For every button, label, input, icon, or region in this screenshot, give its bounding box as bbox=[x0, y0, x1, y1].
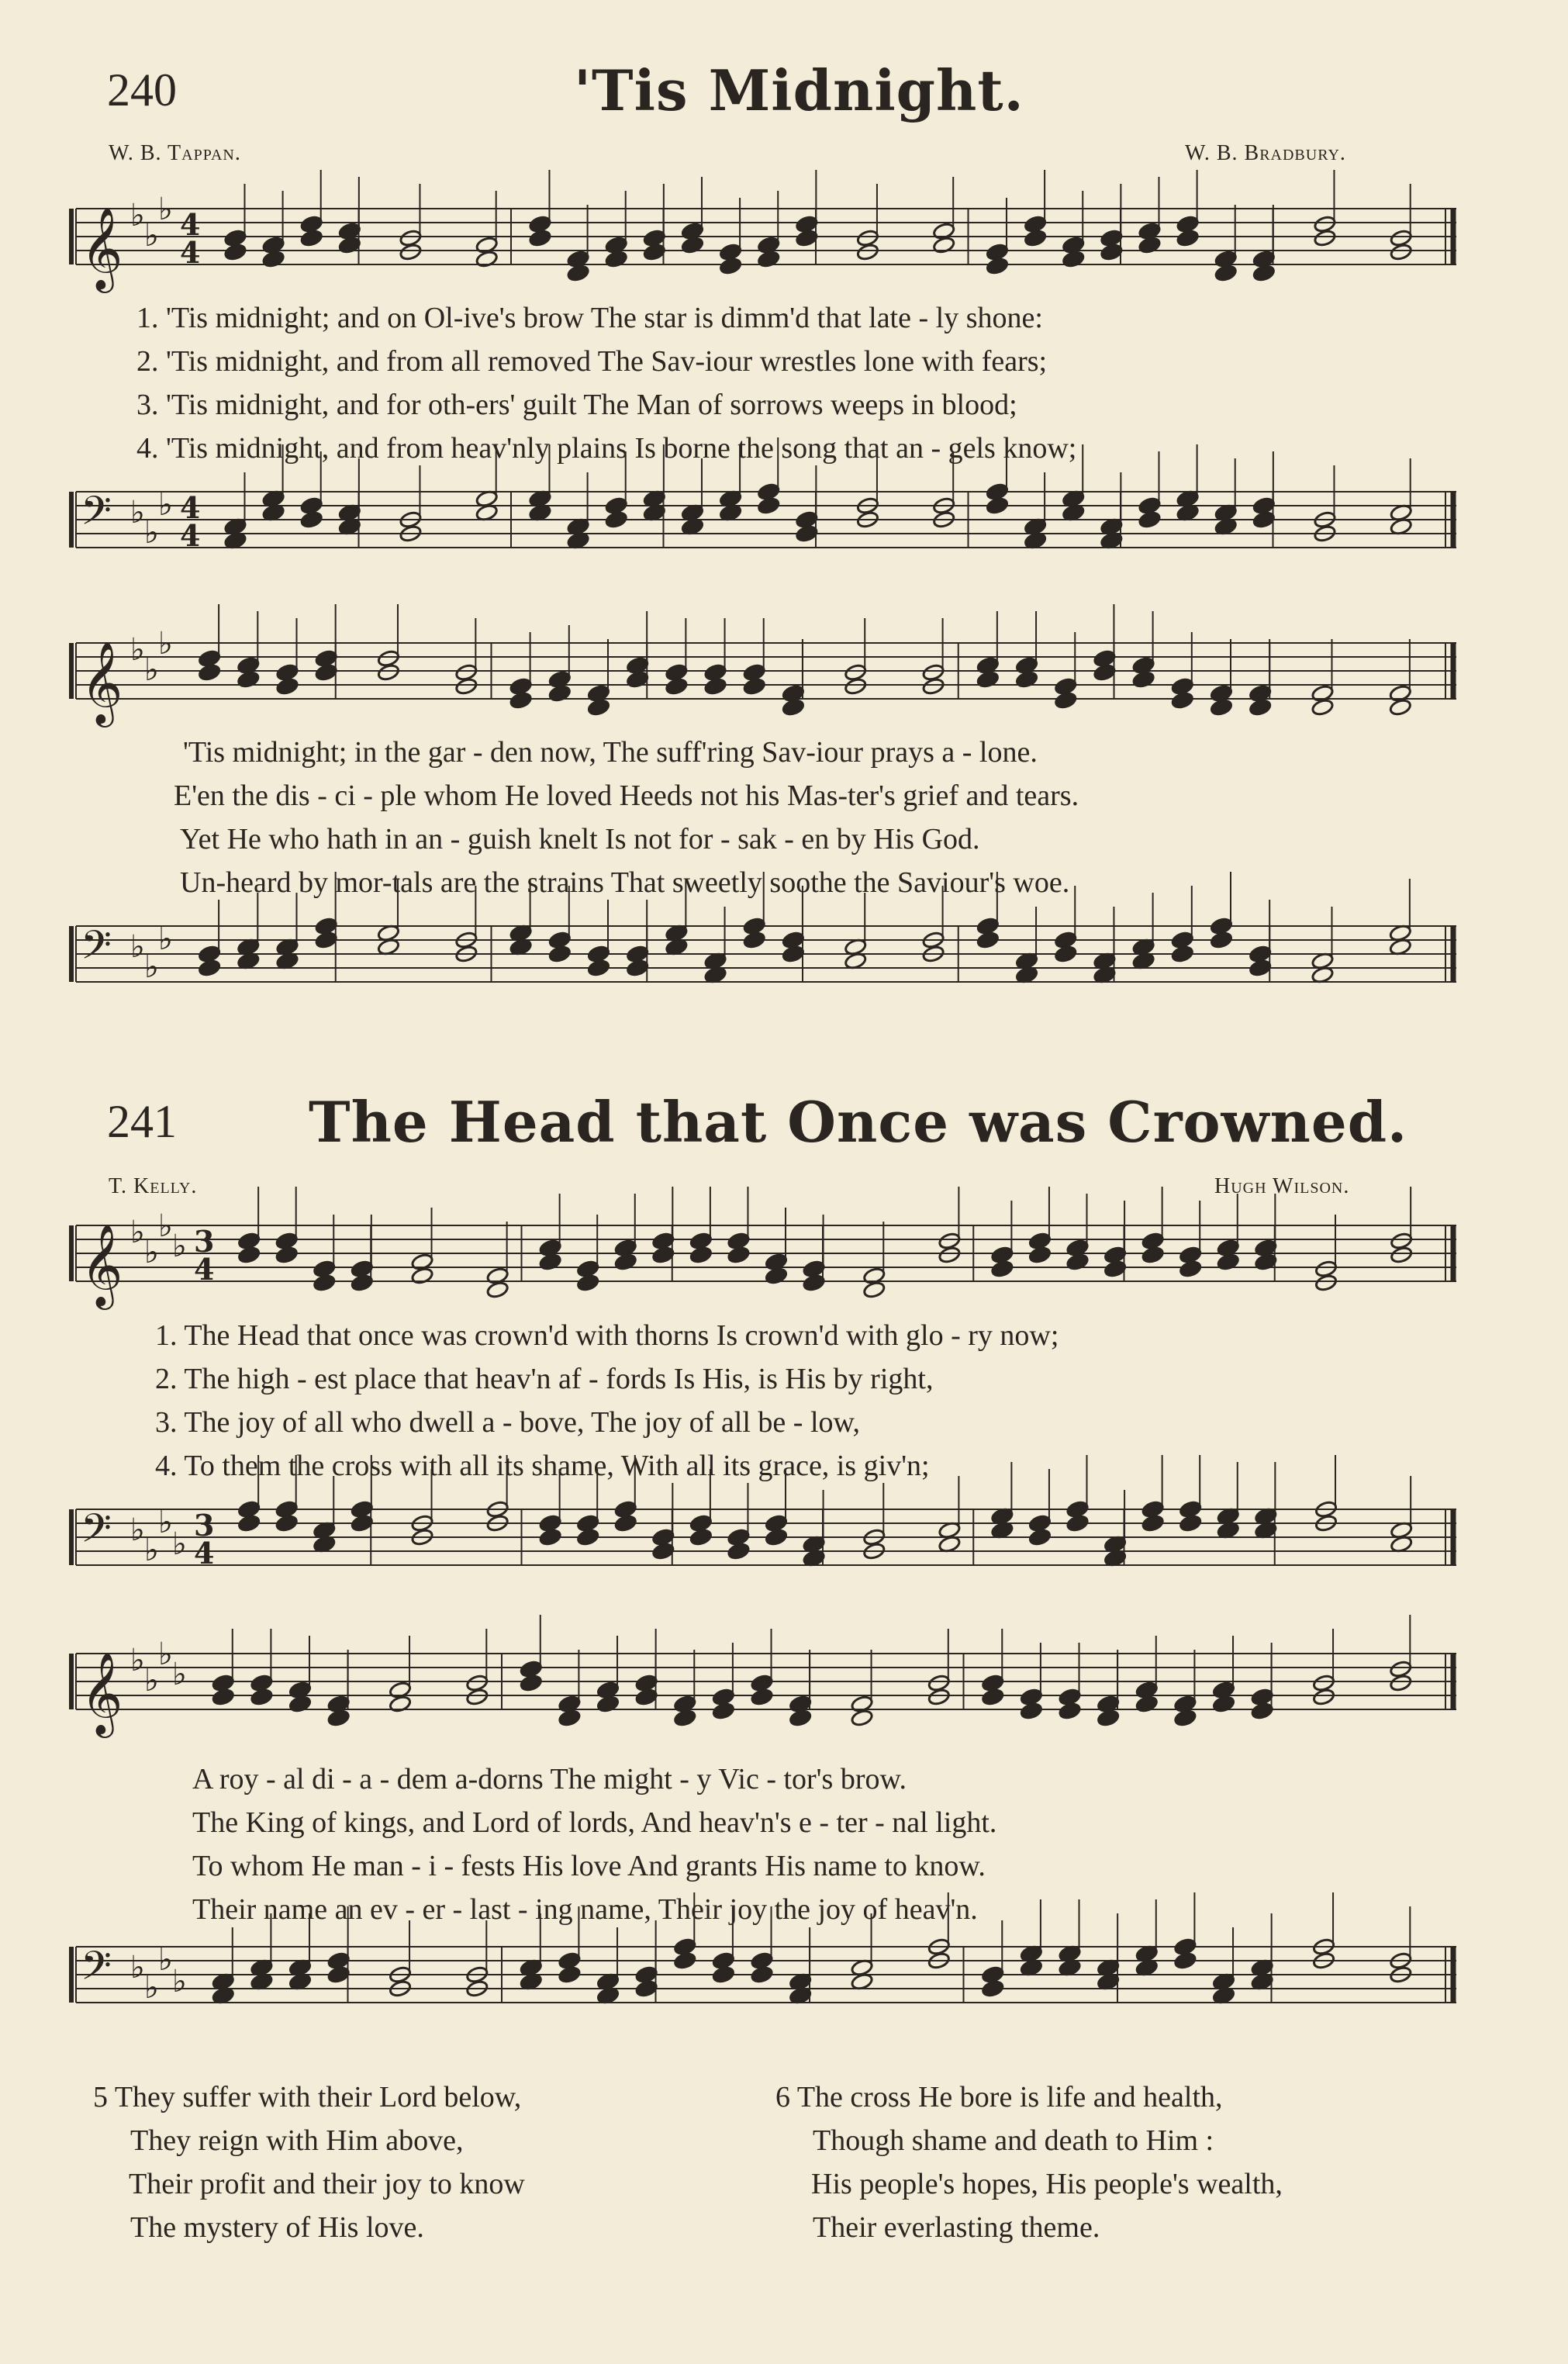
note-head bbox=[1389, 1660, 1412, 1678]
lyric-line: To whom He man - i - fests His love And grants His name to know. bbox=[192, 1850, 986, 1882]
note-head bbox=[275, 1500, 299, 1519]
note-head bbox=[743, 917, 766, 935]
lyric-line: 1. The Head that once was crown'd with thorns Is crown'd with glo - ry now; bbox=[155, 1319, 1059, 1352]
note-head bbox=[795, 510, 818, 529]
stanza-line: Their everlasting theme. bbox=[813, 2211, 1100, 2244]
note-head bbox=[454, 663, 478, 682]
note-head bbox=[198, 945, 221, 963]
lyric-line: Yet He who hath in an - guish knelt Is not for - sak - en by His God. bbox=[180, 823, 980, 855]
hymn-composer: W. B. Bradbury. bbox=[1185, 141, 1346, 165]
note-head bbox=[539, 1514, 562, 1533]
treble-clef-icon: 𝄞 bbox=[81, 1223, 123, 1306]
note-head bbox=[795, 215, 818, 233]
flat-icon: ♭ bbox=[130, 632, 145, 668]
note-head bbox=[689, 1232, 713, 1250]
note-head bbox=[212, 1674, 235, 1692]
note-head bbox=[377, 649, 400, 668]
note-head bbox=[851, 1695, 874, 1713]
flat-icon: ♭ bbox=[144, 1663, 159, 1699]
flat-icon: ♭ bbox=[144, 1970, 159, 2006]
note-head bbox=[1066, 1500, 1090, 1519]
bass-staff bbox=[0, 1936, 1568, 2037]
note-head bbox=[389, 1681, 412, 1699]
note-head bbox=[338, 222, 361, 240]
hymn-composer: Hugh Wilson. bbox=[1214, 1174, 1350, 1198]
note-head bbox=[509, 677, 533, 696]
flat-icon: ♭ bbox=[144, 652, 159, 688]
note-head bbox=[727, 1528, 750, 1547]
note-head bbox=[224, 229, 247, 247]
note-head bbox=[465, 1674, 489, 1692]
note-head bbox=[1311, 684, 1335, 703]
note-head bbox=[567, 250, 590, 268]
flat-icon: ♭ bbox=[144, 1533, 159, 1568]
note-head bbox=[587, 945, 610, 963]
note-head bbox=[237, 656, 260, 675]
note-head bbox=[712, 1951, 735, 1970]
note-head bbox=[411, 1253, 434, 1271]
note-head bbox=[1179, 1246, 1202, 1264]
note-head bbox=[1179, 1500, 1202, 1519]
note-head bbox=[275, 1232, 299, 1250]
note-head bbox=[727, 1232, 750, 1250]
lyric-line: 3. 'Tis midnight, and for oth-ers' guilt The Man of sorrows weeps in blood; bbox=[136, 389, 1017, 421]
note-head bbox=[1251, 1688, 1274, 1706]
bass-clef-icon: 𝄢 bbox=[81, 487, 112, 544]
stanza-line: Their profit and their joy to know bbox=[129, 2168, 525, 2200]
note-head bbox=[990, 1246, 1014, 1264]
stanza-5 bbox=[93, 2075, 525, 2249]
flat-icon: ♭ bbox=[172, 1964, 187, 1999]
note-head bbox=[1066, 1239, 1090, 1257]
note-head bbox=[1176, 215, 1200, 233]
note-head bbox=[1100, 229, 1123, 247]
note-head bbox=[1062, 236, 1085, 254]
flat-icon: ♭ bbox=[130, 1512, 145, 1548]
note-head bbox=[1015, 656, 1038, 675]
note-head bbox=[1138, 496, 1162, 515]
treble-staff bbox=[0, 192, 1568, 299]
note-head bbox=[751, 1674, 774, 1692]
note-head bbox=[1059, 1688, 1082, 1706]
note-head bbox=[300, 215, 323, 233]
stanza-line: Though shame and death to Him : bbox=[813, 2124, 1214, 2157]
note-head bbox=[300, 496, 323, 515]
note-head bbox=[1314, 1260, 1338, 1278]
stanza-line: The mystery of His love. bbox=[130, 2211, 424, 2244]
note-head bbox=[862, 1267, 886, 1285]
flat-icon: ♭ bbox=[130, 1643, 145, 1678]
hymn-author: W. B. Tappan. bbox=[109, 141, 241, 165]
lyric-line: A roy - al di - a - dem a-dorns The might - y Vic - tor's brow. bbox=[192, 1763, 907, 1795]
note-head bbox=[1020, 1688, 1043, 1706]
treble-staff bbox=[0, 1208, 1568, 1315]
note-head bbox=[1024, 215, 1047, 233]
note-head bbox=[1210, 917, 1233, 935]
lyric-line: 2. 'Tis midnight, and from all removed The Sav-iour wrestles lone with fears; bbox=[136, 345, 1048, 378]
note-head bbox=[250, 1674, 273, 1692]
flat-icon: ♭ bbox=[130, 1950, 145, 1986]
note-head bbox=[635, 1674, 658, 1692]
note-head bbox=[1138, 222, 1162, 240]
time-signature: 4 bbox=[194, 1252, 215, 1287]
note-head bbox=[327, 1951, 351, 1970]
note-head bbox=[789, 1695, 812, 1713]
note-head bbox=[313, 1260, 336, 1278]
note-head bbox=[558, 1695, 581, 1713]
time-signature: 3 bbox=[194, 1224, 215, 1259]
note-head bbox=[614, 1500, 637, 1519]
note-head bbox=[635, 1965, 658, 1984]
note-head bbox=[1214, 250, 1238, 268]
note-head bbox=[475, 236, 499, 254]
flat-icon: ♭ bbox=[130, 198, 145, 233]
note-head bbox=[1097, 1695, 1120, 1713]
note-head bbox=[1249, 684, 1272, 703]
note-head bbox=[976, 917, 1000, 935]
lyric-line: Their name an ev - er - last - ing name, Their joy the joy of heav'n. bbox=[192, 1893, 978, 1926]
note-head bbox=[986, 482, 1009, 501]
flat-icon: ♭ bbox=[158, 1208, 173, 1244]
flat-icon: ♭ bbox=[130, 1215, 145, 1250]
lyric-line: 2. The high - est place that heav'n af - fords Is His, is His by right, bbox=[155, 1363, 934, 1395]
note-head bbox=[288, 1681, 312, 1699]
stanza-line: 6 The cross He bore is life and health, bbox=[775, 2081, 1223, 2113]
note-head bbox=[1028, 1514, 1052, 1533]
note-head bbox=[548, 670, 572, 689]
note-head bbox=[927, 1674, 951, 1692]
time-signature: 4 bbox=[180, 490, 201, 525]
note-head bbox=[681, 222, 704, 240]
note-head bbox=[981, 1965, 1004, 1984]
bass-clef-icon: 𝄢 bbox=[81, 1505, 112, 1561]
note-head bbox=[922, 663, 945, 682]
note-head bbox=[558, 1951, 581, 1970]
note-head bbox=[529, 215, 552, 233]
note-head bbox=[486, 1267, 509, 1285]
note-head bbox=[1389, 684, 1412, 703]
lyric-line: The King of kings, and Lord of lords, And heav'n's e - ter - nal light. bbox=[192, 1806, 997, 1839]
note-head bbox=[237, 1500, 261, 1519]
note-head bbox=[605, 236, 628, 254]
note-head bbox=[276, 663, 299, 682]
hymn-number: 241 bbox=[107, 1096, 177, 1147]
flat-icon: ♭ bbox=[158, 921, 173, 957]
note-head bbox=[665, 663, 688, 682]
note-head bbox=[1093, 649, 1116, 668]
lyric-line: 'Tis midnight; in the gar - den now, The suff'ring Sav-iour prays a - lone. bbox=[183, 736, 1038, 769]
stanza-6 bbox=[775, 2075, 1283, 2249]
note-head bbox=[765, 1253, 788, 1271]
flat-icon: ♭ bbox=[144, 218, 159, 254]
lyric-line: 3. The joy of all who dwell a - bove, The joy of all be - low, bbox=[155, 1406, 860, 1439]
flat-icon: ♭ bbox=[172, 1657, 187, 1692]
bass-staff bbox=[0, 1498, 1568, 1599]
flat-icon: ♭ bbox=[158, 626, 173, 662]
note-head bbox=[520, 1660, 543, 1678]
treble-clef-icon: 𝄞 bbox=[81, 206, 123, 289]
note-head bbox=[765, 1514, 788, 1533]
flat-icon: ♭ bbox=[130, 929, 145, 965]
note-head bbox=[1390, 1232, 1413, 1250]
note-head bbox=[327, 1695, 351, 1713]
flat-icon: ♭ bbox=[144, 515, 159, 551]
note-head bbox=[757, 482, 780, 501]
note-head bbox=[986, 243, 1009, 261]
note-head bbox=[539, 1239, 562, 1257]
note-head bbox=[976, 656, 1000, 675]
stanza-line: 5 They suffer with their Lord below, bbox=[93, 2081, 522, 2113]
bass-staff bbox=[0, 915, 1568, 1016]
flat-icon: ♭ bbox=[158, 192, 173, 227]
note-head bbox=[673, 1695, 696, 1713]
flat-icon: ♭ bbox=[172, 1229, 187, 1264]
note-head bbox=[643, 229, 666, 247]
note-head bbox=[1141, 1500, 1165, 1519]
note-head bbox=[626, 656, 649, 675]
note-head bbox=[1141, 1232, 1165, 1250]
stanza-line: They reign with Him above, bbox=[130, 2124, 464, 2157]
flat-icon: ♭ bbox=[158, 1942, 173, 1978]
lyric-line: 4. To them the cross with all its shame, With all its grace, is giv'n; bbox=[155, 1450, 930, 1482]
flat-icon: ♭ bbox=[144, 1235, 159, 1270]
note-head bbox=[782, 684, 805, 703]
note-head bbox=[1252, 496, 1276, 515]
note-head bbox=[605, 496, 628, 515]
note-head bbox=[712, 1688, 735, 1706]
note-head bbox=[548, 931, 572, 949]
flat-icon: ♭ bbox=[130, 495, 145, 531]
note-head bbox=[1210, 684, 1233, 703]
note-head bbox=[1249, 945, 1272, 963]
note-head bbox=[981, 1674, 1004, 1692]
note-head bbox=[1135, 1681, 1159, 1699]
note-head bbox=[399, 229, 422, 247]
bass-clef-icon: 𝄢 bbox=[81, 921, 112, 978]
note-head bbox=[1028, 1232, 1052, 1250]
note-head bbox=[1132, 656, 1155, 675]
note-head bbox=[626, 945, 649, 963]
bass-staff bbox=[0, 481, 1568, 582]
note-head bbox=[932, 222, 955, 240]
note-head bbox=[844, 663, 867, 682]
bass-clef-icon: 𝄢 bbox=[81, 1942, 112, 1999]
note-head bbox=[719, 243, 742, 261]
page-number: 240 bbox=[107, 64, 177, 116]
note-head bbox=[262, 236, 285, 254]
note-head bbox=[1252, 250, 1276, 268]
lyric-line: E'en the dis - ci - ple whom He loved Heeds not his Mas-ter's grief and tears. bbox=[174, 779, 1079, 812]
note-head bbox=[704, 663, 727, 682]
note-head bbox=[315, 649, 338, 668]
note-head bbox=[576, 1260, 599, 1278]
note-head bbox=[315, 917, 338, 935]
note-head bbox=[1312, 1674, 1335, 1692]
note-head bbox=[237, 1232, 261, 1250]
time-signature: 4 bbox=[180, 518, 201, 553]
flat-icon: ♭ bbox=[158, 1636, 173, 1672]
note-head bbox=[1171, 677, 1194, 696]
note-head bbox=[856, 229, 879, 247]
note-head bbox=[1390, 229, 1413, 247]
hymn-title: 'Tis Midnight. bbox=[574, 57, 1024, 123]
lyric-line: 1. 'Tis midnight; and on Ol-ive's brow The star is dimm'd that late - ly shone: bbox=[136, 302, 1043, 334]
note-head bbox=[1173, 1695, 1197, 1713]
stanza-line: His people's hopes, His people's wealth, bbox=[811, 2168, 1283, 2200]
note-head bbox=[587, 684, 610, 703]
time-signature: 4 bbox=[180, 207, 201, 242]
hymn-title: The Head that Once was Crowned. bbox=[309, 1089, 1408, 1155]
note-head bbox=[614, 1239, 637, 1257]
note-head bbox=[1212, 1681, 1235, 1699]
time-signature: 4 bbox=[194, 1536, 215, 1571]
flat-icon: ♭ bbox=[144, 949, 159, 985]
note-head bbox=[596, 1681, 620, 1699]
note-head bbox=[1173, 1937, 1197, 1956]
treble-clef-icon: 𝄞 bbox=[81, 1651, 123, 1734]
flat-icon: ♭ bbox=[172, 1526, 187, 1562]
note-head bbox=[938, 1232, 961, 1250]
hymn-author: T. Kelly. bbox=[109, 1174, 198, 1198]
note-head bbox=[743, 663, 766, 682]
note-head bbox=[673, 1937, 696, 1956]
treble-staff bbox=[0, 626, 1568, 733]
lyric-line: Un-heard by mor-tals are the strains That sweetly soothe the Saviour's woe. bbox=[180, 866, 1070, 899]
note-head bbox=[198, 649, 221, 668]
note-head bbox=[1217, 1239, 1240, 1257]
note-head bbox=[689, 1514, 713, 1533]
flat-icon: ♭ bbox=[158, 1505, 173, 1540]
lyric-line: 4. 'Tis midnight, and from heav'nly plains Is borne the song that an - gels know; bbox=[136, 432, 1077, 465]
note-head bbox=[1054, 677, 1077, 696]
time-signature: 4 bbox=[180, 235, 201, 270]
treble-clef-icon: 𝄞 bbox=[81, 641, 123, 724]
note-head bbox=[1054, 931, 1077, 949]
note-head bbox=[1171, 931, 1194, 949]
flat-icon: ♭ bbox=[158, 487, 173, 523]
note-head bbox=[757, 236, 780, 254]
note-head bbox=[576, 1514, 599, 1533]
treble-staff bbox=[0, 1636, 1568, 1744]
note-head bbox=[1313, 215, 1336, 233]
note-head bbox=[751, 1951, 774, 1970]
time-signature: 3 bbox=[194, 1508, 215, 1543]
note-head bbox=[782, 931, 805, 949]
